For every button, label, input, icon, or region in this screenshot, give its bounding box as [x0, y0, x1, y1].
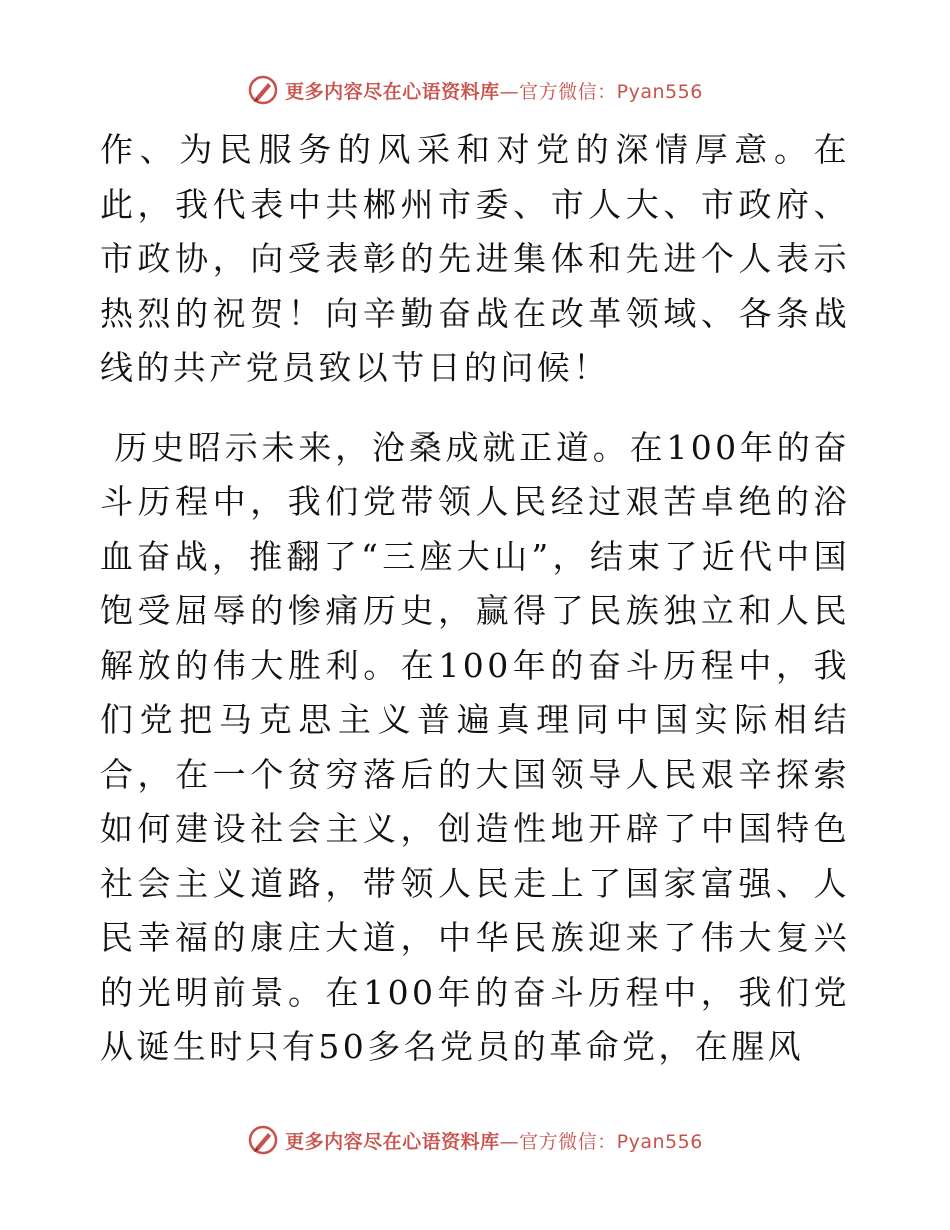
header-banner-title: 更多内容尽在心语资料库: [285, 80, 500, 103]
footer-banner-contact: —官方微信：Pyan556: [499, 1130, 703, 1153]
header-banner: [0, 70, 950, 110]
pen-circle-logo-icon: [247, 1124, 279, 1156]
footer-banner-title: 更多内容尽在心语资料库: [285, 1130, 500, 1153]
paragraph-1: 作、为民服务的风采和对党的深情厚意。在此，我代表中共郴州市委、市人大、市政府、市政协，向受表彰的先进集体和先进个人表示热烈的祝贺！向辛勤奋战在改革领域、各条战线的共产党员致以节日的问候！: [100, 130, 850, 387]
footer-banner-text: [285, 1127, 703, 1154]
paragraph-2: 历史昭示未来，沧桑成就正道。在100年的奋斗历程中，我们党带领人民经过艰苦卓绝的浴血奋战，推翻了“三座大山”，结束了近代中国饱受屈辱的惨痛历史，赢得了民族独立和人民解放的伟大胜利。在100年的奋斗历程中，我们党把马克思主义普遍真理同中国实际相结合，在一个贫穷落后的大国领导人民艰辛探索如何建设社会主义，创造性地开辟了中国特色社会主义道路，带领人民走上了国家富强、人民幸福的康庄大道，中华民族迎来了伟大复兴的光明前景。在100年的奋斗历程中，我们党从诞生时只有50多名党员的革命党，在腥风: [100, 427, 850, 1066]
document-body: [100, 123, 850, 1075]
header-banner-contact: —官方微信：Pyan556: [499, 80, 703, 103]
header-banner-text: [285, 77, 703, 104]
footer-banner: [0, 1120, 950, 1160]
pen-circle-logo-icon: [247, 74, 279, 106]
